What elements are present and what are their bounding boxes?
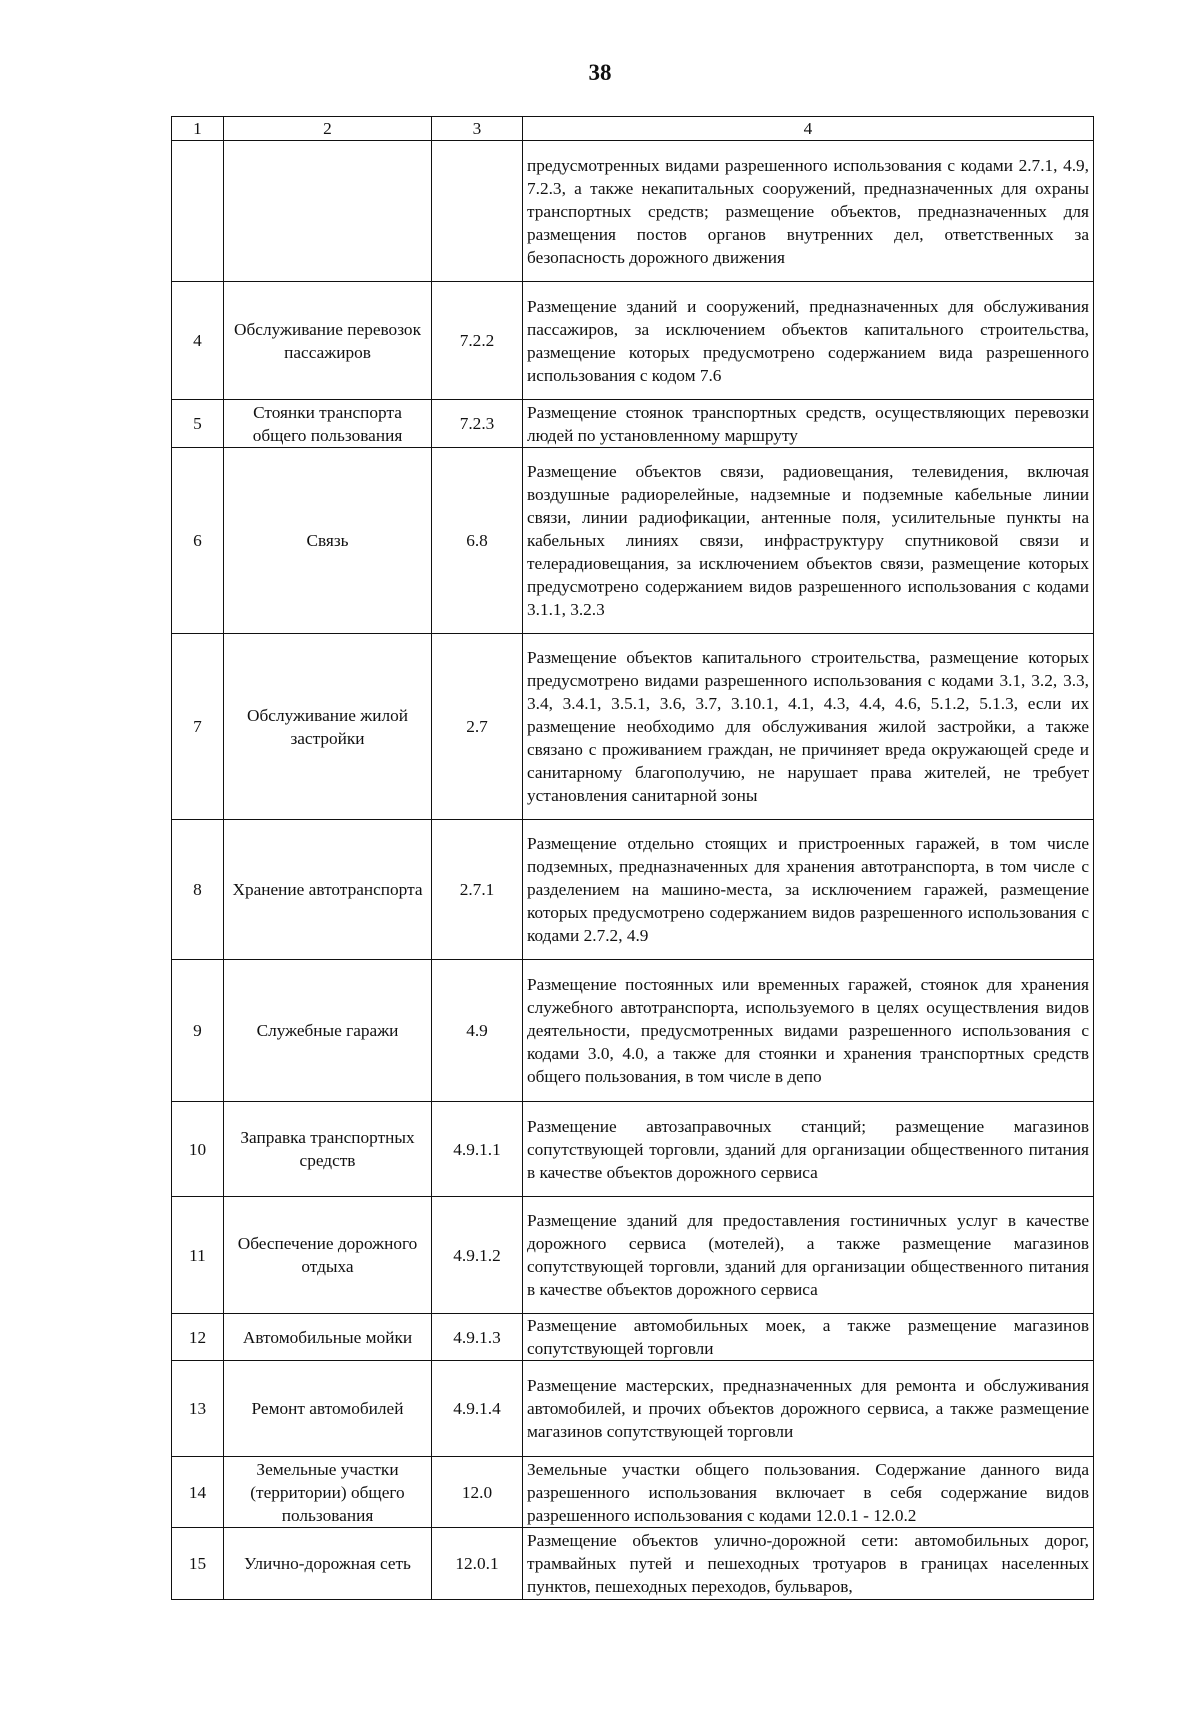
use-type-code	[432, 141, 523, 282]
use-type-name: Связь	[224, 448, 432, 634]
row-number: 14	[172, 1457, 224, 1528]
row-number: 9	[172, 960, 224, 1102]
use-type-description: Размещение автомобильных моек, а также размещение магазинов сопутствующей торговли	[523, 1314, 1094, 1361]
use-type-name: Обслуживание жилой застройки	[224, 634, 432, 820]
use-type-description: Размещение объектов улично-дорожной сети: автомобильных дорог, трамвайных путей и пешеходных тротуаров в границах населенных пунктов, пешеходных переходов, бульваров,	[523, 1528, 1094, 1600]
use-type-description: Земельные участки общего пользования. Содержание данного вида разрешенного использования включает в себя содержание видов разрешенного использования с кодами 12.0.1 - 12.0.2	[523, 1457, 1094, 1528]
land-use-table	[171, 116, 1094, 1600]
row-number: 4	[172, 282, 224, 400]
table-row	[172, 1197, 1094, 1314]
use-type-code: 4.9.1.4	[432, 1361, 523, 1457]
row-number: 15	[172, 1528, 224, 1600]
table-row	[172, 400, 1094, 448]
use-type-name: Земельные участки (территории) общего пользования	[224, 1457, 432, 1528]
row-number: 5	[172, 400, 224, 448]
use-type-name: Обслуживание перевозок пассажиров	[224, 282, 432, 400]
header-col-2: 2	[224, 117, 432, 141]
use-type-description: Размещение стоянок транспортных средств, осуществляющих перевозки людей по установленному маршруту	[523, 400, 1094, 448]
use-type-code: 4.9.1.2	[432, 1197, 523, 1314]
use-type-name: Хранение автотранспорта	[224, 820, 432, 960]
use-type-name: Обеспечение дорожного отдыха	[224, 1197, 432, 1314]
use-type-description: предусмотренных видами разрешенного использования с кодами 2.7.1, 4.9, 7.2.3, а также некапитальных сооружений, предназначенных для охраны транспортных средств; размещение объектов, предназначенных для размещения постов органов внутренних дел, ответственных за безопасность дорожного движения	[523, 141, 1094, 282]
row-number: 12	[172, 1314, 224, 1361]
use-type-description: Размещение зданий и сооружений, предназначенных для обслуживания пассажиров, за исключением объектов капитального строительства, размещение которых предусмотрено содержанием вида разрешенного использования с кодом 7.6	[523, 282, 1094, 400]
use-type-code: 2.7.1	[432, 820, 523, 960]
use-type-name	[224, 141, 432, 282]
use-type-description: Размещение автозаправочных станций; размещение магазинов сопутствующей торговли, зданий для организации общественного питания в качестве объектов дорожного сервиса	[523, 1102, 1094, 1197]
table-row	[172, 1314, 1094, 1361]
use-type-name: Автомобильные мойки	[224, 1314, 432, 1361]
header-row	[172, 117, 1094, 141]
table-row	[172, 820, 1094, 960]
row-number: 8	[172, 820, 224, 960]
use-type-description: Размещение объектов капитального строительства, размещение которых предусмотрено видами разрешенного использования с кодами 3.1, 3.2, 3.3, 3.4, 3.4.1, 3.5.1, 3.6, 3.7, 3.10.1, 4.1, 4.3, 4.4, 4.6, 5.1.2, 5.1.3, если их размещение необходимо для обслуживания жилой застройки, а также связано с проживанием граждан, не причиняет вреда окружающей среде и санитарному благополучию, не нарушает права жителей, не требует установления санитарной зоны	[523, 634, 1094, 820]
row-number: 13	[172, 1361, 224, 1457]
table-row	[172, 141, 1094, 282]
table-row	[172, 1528, 1094, 1600]
use-type-code: 7.2.2	[432, 282, 523, 400]
use-type-name: Улично-дорожная сеть	[224, 1528, 432, 1600]
use-type-code: 12.0	[432, 1457, 523, 1528]
use-type-code: 4.9.1.1	[432, 1102, 523, 1197]
header-col-3: 3	[432, 117, 523, 141]
table-row	[172, 1361, 1094, 1457]
header-col-4: 4	[523, 117, 1094, 141]
use-type-name: Заправка транспортных средств	[224, 1102, 432, 1197]
use-type-code: 7.2.3	[432, 400, 523, 448]
row-number: 10	[172, 1102, 224, 1197]
table-body	[172, 141, 1094, 1600]
table-row	[172, 448, 1094, 634]
table-row	[172, 1102, 1094, 1197]
use-type-description: Размещение мастерских, предназначенных для ремонта и обслуживания автомобилей, и прочих объектов дорожного сервиса, а также размещение магазинов сопутствующей торговли	[523, 1361, 1094, 1457]
row-number: 7	[172, 634, 224, 820]
use-type-description: Размещение объектов связи, радиовещания, телевидения, включая воздушные радиорелейные, надземные и подземные кабельные линии связи, линии радиофикации, антенные поля, усилительные пункты на кабельных линиях связи, инфраструктуру спутниковой связи и телерадиовещания, за исключением объектов связи, размещение которых предусмотрено содержанием видов разрешенного использования с кодами 3.1.1, 3.2.3	[523, 448, 1094, 634]
use-type-description: Размещение отдельно стоящих и пристроенных гаражей, в том числе подземных, предназначенных для хранения автотранспорта, в том числе с разделением на машино-места, за исключением гаражей, размещение которых предусмотрено содержанием видов разрешенного использования с кодами 2.7.2, 4.9	[523, 820, 1094, 960]
table-row	[172, 1457, 1094, 1528]
table-row	[172, 282, 1094, 400]
use-type-code: 6.8	[432, 448, 523, 634]
use-type-code: 12.0.1	[432, 1528, 523, 1600]
use-type-description: Размещение зданий для предоставления гостиничных услуг в качестве дорожного сервиса (мотелей), а также размещение магазинов сопутствующей торговли, зданий для организации общественного питания в качестве объектов дорожного сервиса	[523, 1197, 1094, 1314]
use-type-code: 4.9.1.3	[432, 1314, 523, 1361]
use-type-name: Служебные гаражи	[224, 960, 432, 1102]
use-type-name: Ремонт автомобилей	[224, 1361, 432, 1457]
table-row	[172, 960, 1094, 1102]
use-type-name: Стоянки транспорта общего пользования	[224, 400, 432, 448]
table-row	[172, 634, 1094, 820]
use-type-description: Размещение постоянных или временных гаражей, стоянок для хранения служебного автотранспорта, используемого в целях осуществления видов деятельности, предусмотренных видами разрешенного использования с кодами 3.0, 4.0, а также для стоянки и хранения транспортных средств общего пользования, в том числе в депо	[523, 960, 1094, 1102]
use-type-code: 4.9	[432, 960, 523, 1102]
row-number: 11	[172, 1197, 224, 1314]
row-number	[172, 141, 224, 282]
page-number: 38	[588, 60, 612, 85]
use-type-code: 2.7	[432, 634, 523, 820]
row-number: 6	[172, 448, 224, 634]
header-col-1: 1	[172, 117, 224, 141]
table-header	[172, 117, 1094, 141]
